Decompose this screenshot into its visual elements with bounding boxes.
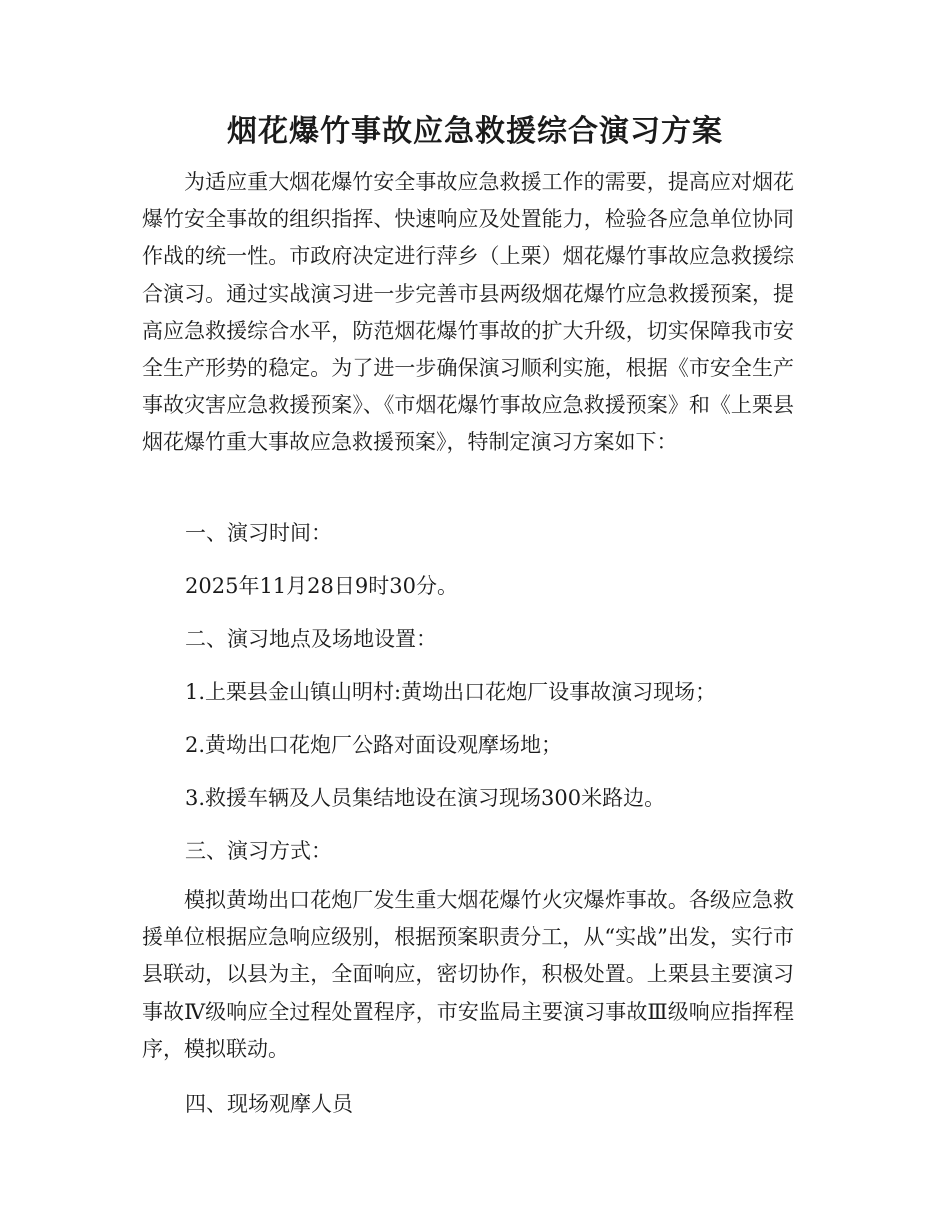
method-paragraph: 模拟黄坳出口花炮厂发生重大烟花爆竹火灾爆炸事故。各级应急救援单位根据应急响应级别，根据预案职责分工，从“实战”出发，实行市县联动，以县为主，全面响应，密切协作，积极处置。上栗县主要演习事故Ⅳ级响应全过程处置程序，市安监局主要演习事故Ⅲ级响应指挥程序，模拟联动。: [142, 888, 794, 1061]
section-heading-time: 一、演习时间：: [185, 521, 332, 545]
drill-time-text: 2025年11月28日9时30分。: [185, 574, 458, 598]
intro-paragraph: 为适应重大烟花爆竹安全事故应急救援工作的需要，提高应对烟花爆竹安全事故的组织指挥、快速响应及处置能力，检验各应急单位协同作战的统一性。市政府决定进行萍乡（上栗）烟花爆竹事故应急救援综合演习。通过实战演习进一步完善市县两级烟花爆竹应急救援预案，提高应急救援综合水平，防范烟花爆竹事故的扩大升级，切实保障我市安全生产形势的稳定。为了进一步确保演习顺利实施，根据《市安全生产事故灾害应急救援预案》、《市烟花爆竹事故应急救援预案》和《上栗县烟花爆竹重大事故应急救援预案》，特制定演习方案如下：: [142, 170, 794, 455]
section-heading-method: 三、演习方式：: [185, 839, 332, 863]
section-heading-observers: 四、现场观摩人员: [185, 1092, 353, 1116]
location-item-2: 2.黄坳出口花炮厂公路对面设观摩场地；: [185, 733, 563, 757]
location-item-1: 1.上栗县金山镇山明村:黄坳出口花炮厂设事故演习现场；: [185, 680, 717, 704]
section-heading-location: 二、演习地点及场地设置：: [185, 627, 437, 651]
location-item-3: 3.救援车辆及人员集结地设在演习现场300米路边。: [185, 786, 666, 810]
document-title: 烟花爆竹事故应急救援综合演习方案: [227, 114, 723, 149]
